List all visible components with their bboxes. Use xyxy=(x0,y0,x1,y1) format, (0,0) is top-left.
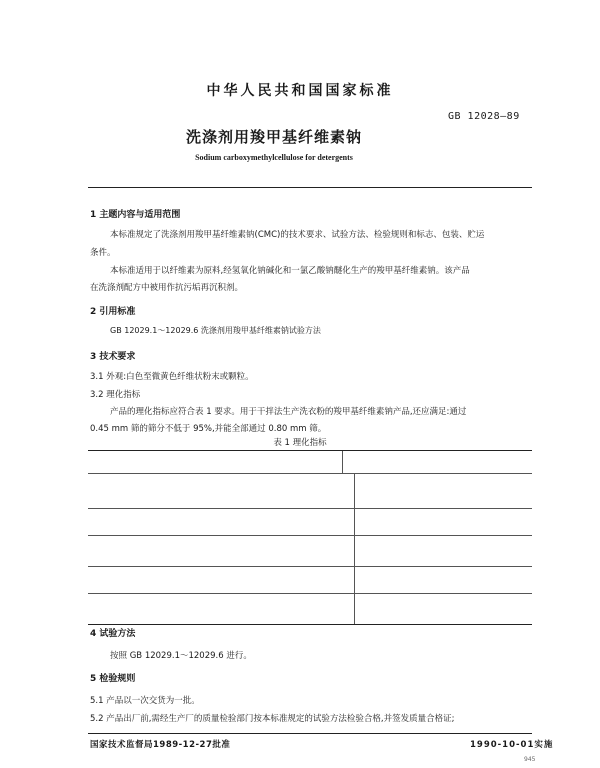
section-1-para1-line2: 条件。 xyxy=(90,248,116,258)
bottom-divider xyxy=(88,733,532,734)
referenced-standard: GB 12029.1～12029.6 洗涤剂用羧甲基纤维素钠试验方法 xyxy=(110,326,321,335)
section-1-para2-line2: 在洗涤剂配方中被用作抗污垢再沉积剂。 xyxy=(90,283,244,293)
section-3-para-line2: 0.45 mm 筛的筛分不低于 95%,并能全部通过 0.80 mm 筛。 xyxy=(90,424,327,434)
standard-number: GB 12028—89 xyxy=(448,111,520,122)
top-divider xyxy=(88,187,532,188)
section-1-heading: 1 主题内容与适用范围 xyxy=(90,210,181,220)
document-title: 洗涤剂用羧甲基纤维素钠 xyxy=(185,128,362,146)
section-3-para-line1: 产品的理化指标应符合表 1 要求。用于干拌法生产洗衣粉的羧甲基纤维素钠产品,还应满足:通过 xyxy=(110,407,467,417)
section-1-para2-line1: 本标准适用于以纤维素为原料,经氢氧化钠碱化和一氯乙酸钠醚化生产的羧甲基纤维素钠。该产品 xyxy=(110,266,470,276)
table-row xyxy=(88,594,532,624)
row-value xyxy=(354,567,532,593)
row-value xyxy=(354,536,532,566)
table-row xyxy=(88,474,532,509)
table-row xyxy=(88,509,532,536)
physicochemical-table xyxy=(88,450,532,625)
row-value xyxy=(354,474,532,508)
table-caption: 表 1 理化指标 xyxy=(273,438,327,448)
effective-date: 1990-10-01实施 xyxy=(470,740,554,750)
table-header-row xyxy=(88,451,532,474)
section-4-text: 按照 GB 12029.1～12029.6 进行。 xyxy=(110,651,252,661)
page-number: 945 xyxy=(524,756,536,763)
table-row xyxy=(88,536,532,567)
table-row xyxy=(88,567,532,594)
row-value xyxy=(354,509,532,535)
item-5-1: 5.1 产品以一次交货为一批。 xyxy=(90,696,200,706)
row-value xyxy=(354,594,532,624)
item-3-1-appearance: 3.1 外观:白色至微黄色纤维状粉末或颗粒。 xyxy=(90,372,254,382)
section-1-para1-line1: 本标准规定了洗涤剂用羧甲基纤维素钠(CMC)的技术要求、试验方法、检验规则和标志、包装、贮运 xyxy=(110,230,485,240)
section-3-heading: 3 技术要求 xyxy=(90,352,136,362)
item-5-2: 5.2 产品出厂前,需经生产厂的质量检验部门按本标准规定的试验方法检验合格,并签发质量合格证; xyxy=(90,714,455,724)
section-5-heading: 5 检验规则 xyxy=(90,674,136,684)
table-header-value xyxy=(342,451,532,473)
approval-date: 国家技术监督局1989-12-27批准 xyxy=(90,740,231,750)
item-3-2-heading: 3.2 理化指标 xyxy=(90,390,141,400)
national-standard-heading: 中华人民共和国国家标准 xyxy=(206,83,394,99)
document-title-english: Sodium carboxymethylcellulose for detergents xyxy=(195,153,353,162)
section-4-heading: 4 试验方法 xyxy=(90,629,136,639)
section-2-heading: 2 引用标准 xyxy=(90,307,136,317)
